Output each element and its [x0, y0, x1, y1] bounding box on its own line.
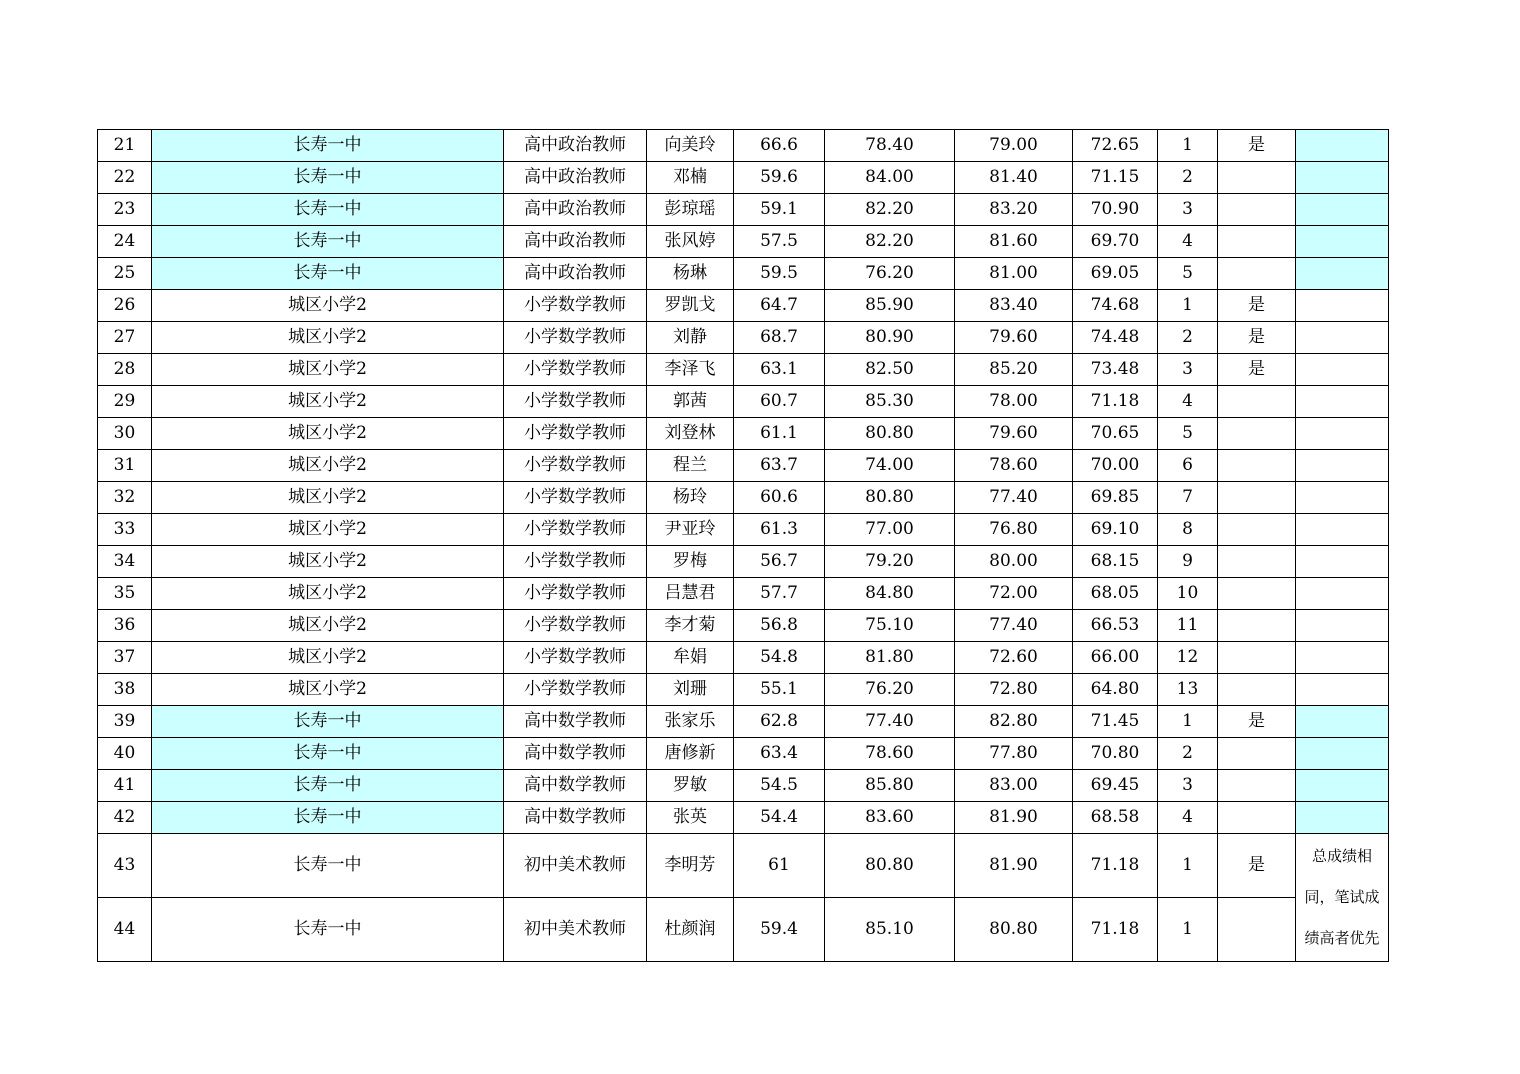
cell-total: 71.18	[1073, 834, 1158, 898]
cell-remark	[1296, 386, 1389, 418]
cell-total: 68.15	[1073, 546, 1158, 578]
cell-rank: 4	[1158, 386, 1218, 418]
cell-rank: 6	[1158, 450, 1218, 482]
cell-position: 初中美术教师	[504, 834, 647, 898]
cell-school: 长寿一中	[152, 130, 504, 162]
cell-remark	[1296, 418, 1389, 450]
cell-selected	[1218, 418, 1296, 450]
cell-remark-note: 总成绩相同，笔试成绩高者优先	[1296, 834, 1389, 962]
cell-interview: 78.60	[825, 738, 955, 770]
table-row	[98, 514, 1389, 546]
table-row	[98, 674, 1389, 706]
cell-interview: 85.80	[825, 770, 955, 802]
cell-practice: 79.60	[955, 322, 1073, 354]
cell-interview: 75.10	[825, 610, 955, 642]
cell-interview: 77.00	[825, 514, 955, 546]
table-row	[98, 258, 1389, 290]
cell-name: 刘珊	[647, 674, 734, 706]
cell-practice: 85.20	[955, 354, 1073, 386]
cell-selected	[1218, 482, 1296, 514]
cell-total: 68.05	[1073, 578, 1158, 610]
cell-written: 66.6	[734, 130, 825, 162]
cell-school: 城区小学2	[152, 354, 504, 386]
cell-practice: 81.60	[955, 226, 1073, 258]
cell-position: 小学数学教师	[504, 546, 647, 578]
cell-position: 高中数学教师	[504, 738, 647, 770]
cell-selected	[1218, 514, 1296, 546]
cell-name: 罗凯戈	[647, 290, 734, 322]
cell-rank: 3	[1158, 354, 1218, 386]
cell-selected	[1218, 738, 1296, 770]
cell-written: 60.7	[734, 386, 825, 418]
cell-name: 张家乐	[647, 706, 734, 738]
cell-practice: 83.00	[955, 770, 1073, 802]
table-row	[98, 578, 1389, 610]
cell-total: 70.90	[1073, 194, 1158, 226]
cell-remark	[1296, 674, 1389, 706]
cell-position: 小学数学教师	[504, 290, 647, 322]
cell-interview: 82.20	[825, 226, 955, 258]
cell-written: 54.5	[734, 770, 825, 802]
cell-interview: 76.20	[825, 674, 955, 706]
cell-position: 初中美术教师	[504, 898, 647, 962]
cell-rank: 8	[1158, 514, 1218, 546]
cell-school: 城区小学2	[152, 322, 504, 354]
cell-no: 29	[98, 386, 152, 418]
cell-selected	[1218, 258, 1296, 290]
cell-total: 70.65	[1073, 418, 1158, 450]
cell-selected: 是	[1218, 290, 1296, 322]
cell-school: 长寿一中	[152, 162, 504, 194]
cell-rank: 12	[1158, 642, 1218, 674]
cell-remark	[1296, 258, 1389, 290]
cell-selected	[1218, 898, 1296, 962]
cell-practice: 76.80	[955, 514, 1073, 546]
cell-total: 69.10	[1073, 514, 1158, 546]
cell-school: 长寿一中	[152, 898, 504, 962]
cell-remark	[1296, 450, 1389, 482]
cell-school: 长寿一中	[152, 258, 504, 290]
cell-rank: 1	[1158, 898, 1218, 962]
table-row-43	[98, 834, 1389, 898]
cell-name: 刘静	[647, 322, 734, 354]
cell-rank: 9	[1158, 546, 1218, 578]
cell-interview: 85.10	[825, 898, 955, 962]
cell-total: 69.05	[1073, 258, 1158, 290]
cell-position: 小学数学教师	[504, 418, 647, 450]
cell-written: 54.4	[734, 802, 825, 834]
cell-no: 39	[98, 706, 152, 738]
cell-remark	[1296, 194, 1389, 226]
cell-position: 高中数学教师	[504, 802, 647, 834]
table-row	[98, 450, 1389, 482]
cell-practice: 78.60	[955, 450, 1073, 482]
cell-position: 小学数学教师	[504, 450, 647, 482]
cell-selected: 是	[1218, 322, 1296, 354]
table-row	[98, 802, 1389, 834]
cell-remark	[1296, 514, 1389, 546]
cell-position: 高中政治教师	[504, 130, 647, 162]
cell-selected: 是	[1218, 706, 1296, 738]
cell-no: 31	[98, 450, 152, 482]
cell-remark	[1296, 706, 1389, 738]
cell-written: 56.8	[734, 610, 825, 642]
cell-rank: 5	[1158, 418, 1218, 450]
table-row	[98, 738, 1389, 770]
cell-remark	[1296, 738, 1389, 770]
table-row	[98, 418, 1389, 450]
table-row-44	[98, 898, 1389, 962]
cell-position: 小学数学教师	[504, 610, 647, 642]
cell-name: 李才菊	[647, 610, 734, 642]
cell-remark	[1296, 610, 1389, 642]
cell-school: 城区小学2	[152, 546, 504, 578]
cell-written: 54.8	[734, 642, 825, 674]
cell-no: 28	[98, 354, 152, 386]
cell-school: 城区小学2	[152, 418, 504, 450]
cell-school: 城区小学2	[152, 386, 504, 418]
cell-interview: 77.40	[825, 706, 955, 738]
cell-position: 小学数学教师	[504, 578, 647, 610]
cell-school: 城区小学2	[152, 290, 504, 322]
cell-total: 71.18	[1073, 386, 1158, 418]
cell-interview: 82.20	[825, 194, 955, 226]
table-row	[98, 642, 1389, 674]
cell-name: 向美玲	[647, 130, 734, 162]
cell-interview: 84.00	[825, 162, 955, 194]
cell-name: 刘登林	[647, 418, 734, 450]
cell-written: 63.4	[734, 738, 825, 770]
cell-rank: 1	[1158, 290, 1218, 322]
cell-name: 唐修新	[647, 738, 734, 770]
cell-remark	[1296, 770, 1389, 802]
cell-rank: 5	[1158, 258, 1218, 290]
cell-remark	[1296, 290, 1389, 322]
cell-name: 郭茜	[647, 386, 734, 418]
cell-school: 长寿一中	[152, 802, 504, 834]
score-table	[97, 129, 1389, 962]
cell-interview: 80.80	[825, 834, 955, 898]
cell-written: 59.1	[734, 194, 825, 226]
cell-remark	[1296, 130, 1389, 162]
cell-rank: 13	[1158, 674, 1218, 706]
cell-total: 72.65	[1073, 130, 1158, 162]
cell-practice: 80.80	[955, 898, 1073, 962]
cell-interview: 84.80	[825, 578, 955, 610]
cell-selected: 是	[1218, 130, 1296, 162]
cell-practice: 79.00	[955, 130, 1073, 162]
cell-name: 杜颜润	[647, 898, 734, 962]
cell-position: 小学数学教师	[504, 386, 647, 418]
cell-written: 59.4	[734, 898, 825, 962]
cell-rank: 2	[1158, 738, 1218, 770]
cell-no: 38	[98, 674, 152, 706]
cell-remark	[1296, 322, 1389, 354]
cell-position: 高中数学教师	[504, 770, 647, 802]
cell-school: 长寿一中	[152, 226, 504, 258]
cell-remark	[1296, 546, 1389, 578]
cell-no: 36	[98, 610, 152, 642]
cell-no: 24	[98, 226, 152, 258]
cell-interview: 85.90	[825, 290, 955, 322]
cell-no: 35	[98, 578, 152, 610]
cell-no: 30	[98, 418, 152, 450]
cell-practice: 77.40	[955, 482, 1073, 514]
cell-written: 61.3	[734, 514, 825, 546]
cell-written: 62.8	[734, 706, 825, 738]
cell-name: 杨琳	[647, 258, 734, 290]
cell-remark	[1296, 642, 1389, 674]
cell-position: 小学数学教师	[504, 482, 647, 514]
cell-position: 高中政治教师	[504, 258, 647, 290]
cell-name: 罗梅	[647, 546, 734, 578]
cell-practice: 72.60	[955, 642, 1073, 674]
cell-name: 彭琼瑶	[647, 194, 734, 226]
cell-school: 长寿一中	[152, 738, 504, 770]
cell-interview: 74.00	[825, 450, 955, 482]
cell-total: 73.48	[1073, 354, 1158, 386]
cell-position: 高中政治教师	[504, 194, 647, 226]
cell-written: 63.7	[734, 450, 825, 482]
cell-practice: 82.80	[955, 706, 1073, 738]
cell-position: 小学数学教师	[504, 322, 647, 354]
table-row	[98, 194, 1389, 226]
cell-written: 68.7	[734, 322, 825, 354]
cell-no: 21	[98, 130, 152, 162]
cell-position: 小学数学教师	[504, 514, 647, 546]
cell-rank: 2	[1158, 322, 1218, 354]
cell-selected	[1218, 194, 1296, 226]
cell-no: 34	[98, 546, 152, 578]
cell-practice: 77.40	[955, 610, 1073, 642]
cell-rank: 1	[1158, 130, 1218, 162]
cell-school: 城区小学2	[152, 482, 504, 514]
cell-total: 69.85	[1073, 482, 1158, 514]
cell-school: 城区小学2	[152, 610, 504, 642]
cell-position: 小学数学教师	[504, 354, 647, 386]
cell-school: 长寿一中	[152, 194, 504, 226]
cell-no: 43	[98, 834, 152, 898]
cell-practice: 80.00	[955, 546, 1073, 578]
table-row	[98, 226, 1389, 258]
table-row	[98, 610, 1389, 642]
cell-interview: 81.80	[825, 642, 955, 674]
cell-total: 71.15	[1073, 162, 1158, 194]
cell-rank: 4	[1158, 802, 1218, 834]
table-row	[98, 290, 1389, 322]
table-body	[98, 130, 1389, 962]
cell-school: 长寿一中	[152, 706, 504, 738]
cell-practice: 72.00	[955, 578, 1073, 610]
cell-interview: 82.50	[825, 354, 955, 386]
cell-selected	[1218, 578, 1296, 610]
cell-name: 尹亚玲	[647, 514, 734, 546]
cell-total: 71.45	[1073, 706, 1158, 738]
cell-interview: 78.40	[825, 130, 955, 162]
cell-practice: 72.80	[955, 674, 1073, 706]
cell-no: 23	[98, 194, 152, 226]
cell-no: 22	[98, 162, 152, 194]
cell-rank: 1	[1158, 834, 1218, 898]
cell-school: 城区小学2	[152, 514, 504, 546]
cell-name: 张英	[647, 802, 734, 834]
cell-practice: 77.80	[955, 738, 1073, 770]
cell-position: 高中数学教师	[504, 706, 647, 738]
cell-selected	[1218, 546, 1296, 578]
cell-remark	[1296, 226, 1389, 258]
cell-selected	[1218, 162, 1296, 194]
cell-written: 61	[734, 834, 825, 898]
cell-selected	[1218, 642, 1296, 674]
cell-interview: 76.20	[825, 258, 955, 290]
cell-name: 吕慧君	[647, 578, 734, 610]
cell-position: 小学数学教师	[504, 674, 647, 706]
cell-remark	[1296, 578, 1389, 610]
cell-no: 32	[98, 482, 152, 514]
cell-selected	[1218, 226, 1296, 258]
cell-total: 66.53	[1073, 610, 1158, 642]
cell-written: 59.5	[734, 258, 825, 290]
cell-selected	[1218, 674, 1296, 706]
cell-name: 张风婷	[647, 226, 734, 258]
cell-name: 邓楠	[647, 162, 734, 194]
cell-practice: 81.40	[955, 162, 1073, 194]
cell-interview: 85.30	[825, 386, 955, 418]
cell-interview: 79.20	[825, 546, 955, 578]
cell-practice: 81.90	[955, 834, 1073, 898]
cell-rank: 3	[1158, 770, 1218, 802]
cell-total: 70.00	[1073, 450, 1158, 482]
cell-total: 74.48	[1073, 322, 1158, 354]
cell-no: 41	[98, 770, 152, 802]
cell-name: 牟娟	[647, 642, 734, 674]
cell-rank: 7	[1158, 482, 1218, 514]
cell-selected	[1218, 610, 1296, 642]
cell-school: 城区小学2	[152, 642, 504, 674]
cell-school: 城区小学2	[152, 674, 504, 706]
table-row	[98, 354, 1389, 386]
cell-total: 70.80	[1073, 738, 1158, 770]
table-row	[98, 770, 1389, 802]
table-row	[98, 322, 1389, 354]
cell-total: 71.18	[1073, 898, 1158, 962]
cell-total: 66.00	[1073, 642, 1158, 674]
cell-written: 56.7	[734, 546, 825, 578]
cell-total: 69.45	[1073, 770, 1158, 802]
cell-written: 63.1	[734, 354, 825, 386]
cell-interview: 80.90	[825, 322, 955, 354]
cell-no: 44	[98, 898, 152, 962]
cell-no: 42	[98, 802, 152, 834]
cell-school: 城区小学2	[152, 578, 504, 610]
cell-no: 40	[98, 738, 152, 770]
cell-rank: 1	[1158, 706, 1218, 738]
cell-interview: 80.80	[825, 418, 955, 450]
cell-practice: 83.40	[955, 290, 1073, 322]
cell-rank: 3	[1158, 194, 1218, 226]
table-row	[98, 130, 1389, 162]
cell-remark	[1296, 482, 1389, 514]
cell-total: 74.68	[1073, 290, 1158, 322]
cell-no: 25	[98, 258, 152, 290]
cell-interview: 80.80	[825, 482, 955, 514]
cell-practice: 79.60	[955, 418, 1073, 450]
cell-name: 李泽飞	[647, 354, 734, 386]
cell-rank: 10	[1158, 578, 1218, 610]
cell-school: 长寿一中	[152, 834, 504, 898]
cell-remark	[1296, 354, 1389, 386]
cell-rank: 11	[1158, 610, 1218, 642]
cell-written: 61.1	[734, 418, 825, 450]
cell-practice: 83.20	[955, 194, 1073, 226]
cell-name: 杨玲	[647, 482, 734, 514]
table-row	[98, 546, 1389, 578]
cell-name: 罗敏	[647, 770, 734, 802]
cell-position: 小学数学教师	[504, 642, 647, 674]
cell-position: 高中政治教师	[504, 226, 647, 258]
cell-selected: 是	[1218, 834, 1296, 898]
cell-position: 高中政治教师	[504, 162, 647, 194]
cell-rank: 4	[1158, 226, 1218, 258]
cell-written: 64.7	[734, 290, 825, 322]
cell-written: 55.1	[734, 674, 825, 706]
cell-total: 64.80	[1073, 674, 1158, 706]
cell-no: 33	[98, 514, 152, 546]
table-row	[98, 162, 1389, 194]
table-row	[98, 706, 1389, 738]
cell-practice: 81.90	[955, 802, 1073, 834]
cell-selected	[1218, 386, 1296, 418]
cell-written: 57.5	[734, 226, 825, 258]
cell-school: 城区小学2	[152, 450, 504, 482]
cell-written: 57.7	[734, 578, 825, 610]
cell-selected	[1218, 770, 1296, 802]
cell-rank: 2	[1158, 162, 1218, 194]
cell-written: 59.6	[734, 162, 825, 194]
cell-total: 68.58	[1073, 802, 1158, 834]
cell-no: 37	[98, 642, 152, 674]
cell-selected	[1218, 450, 1296, 482]
cell-school: 长寿一中	[152, 770, 504, 802]
cell-written: 60.6	[734, 482, 825, 514]
cell-no: 27	[98, 322, 152, 354]
cell-name: 程兰	[647, 450, 734, 482]
cell-practice: 81.00	[955, 258, 1073, 290]
table-row	[98, 386, 1389, 418]
cell-name: 李明芳	[647, 834, 734, 898]
cell-remark	[1296, 802, 1389, 834]
table-row	[98, 482, 1389, 514]
cell-interview: 83.60	[825, 802, 955, 834]
cell-practice: 78.00	[955, 386, 1073, 418]
cell-selected	[1218, 802, 1296, 834]
cell-remark	[1296, 162, 1389, 194]
cell-selected: 是	[1218, 354, 1296, 386]
cell-no: 26	[98, 290, 152, 322]
cell-total: 69.70	[1073, 226, 1158, 258]
